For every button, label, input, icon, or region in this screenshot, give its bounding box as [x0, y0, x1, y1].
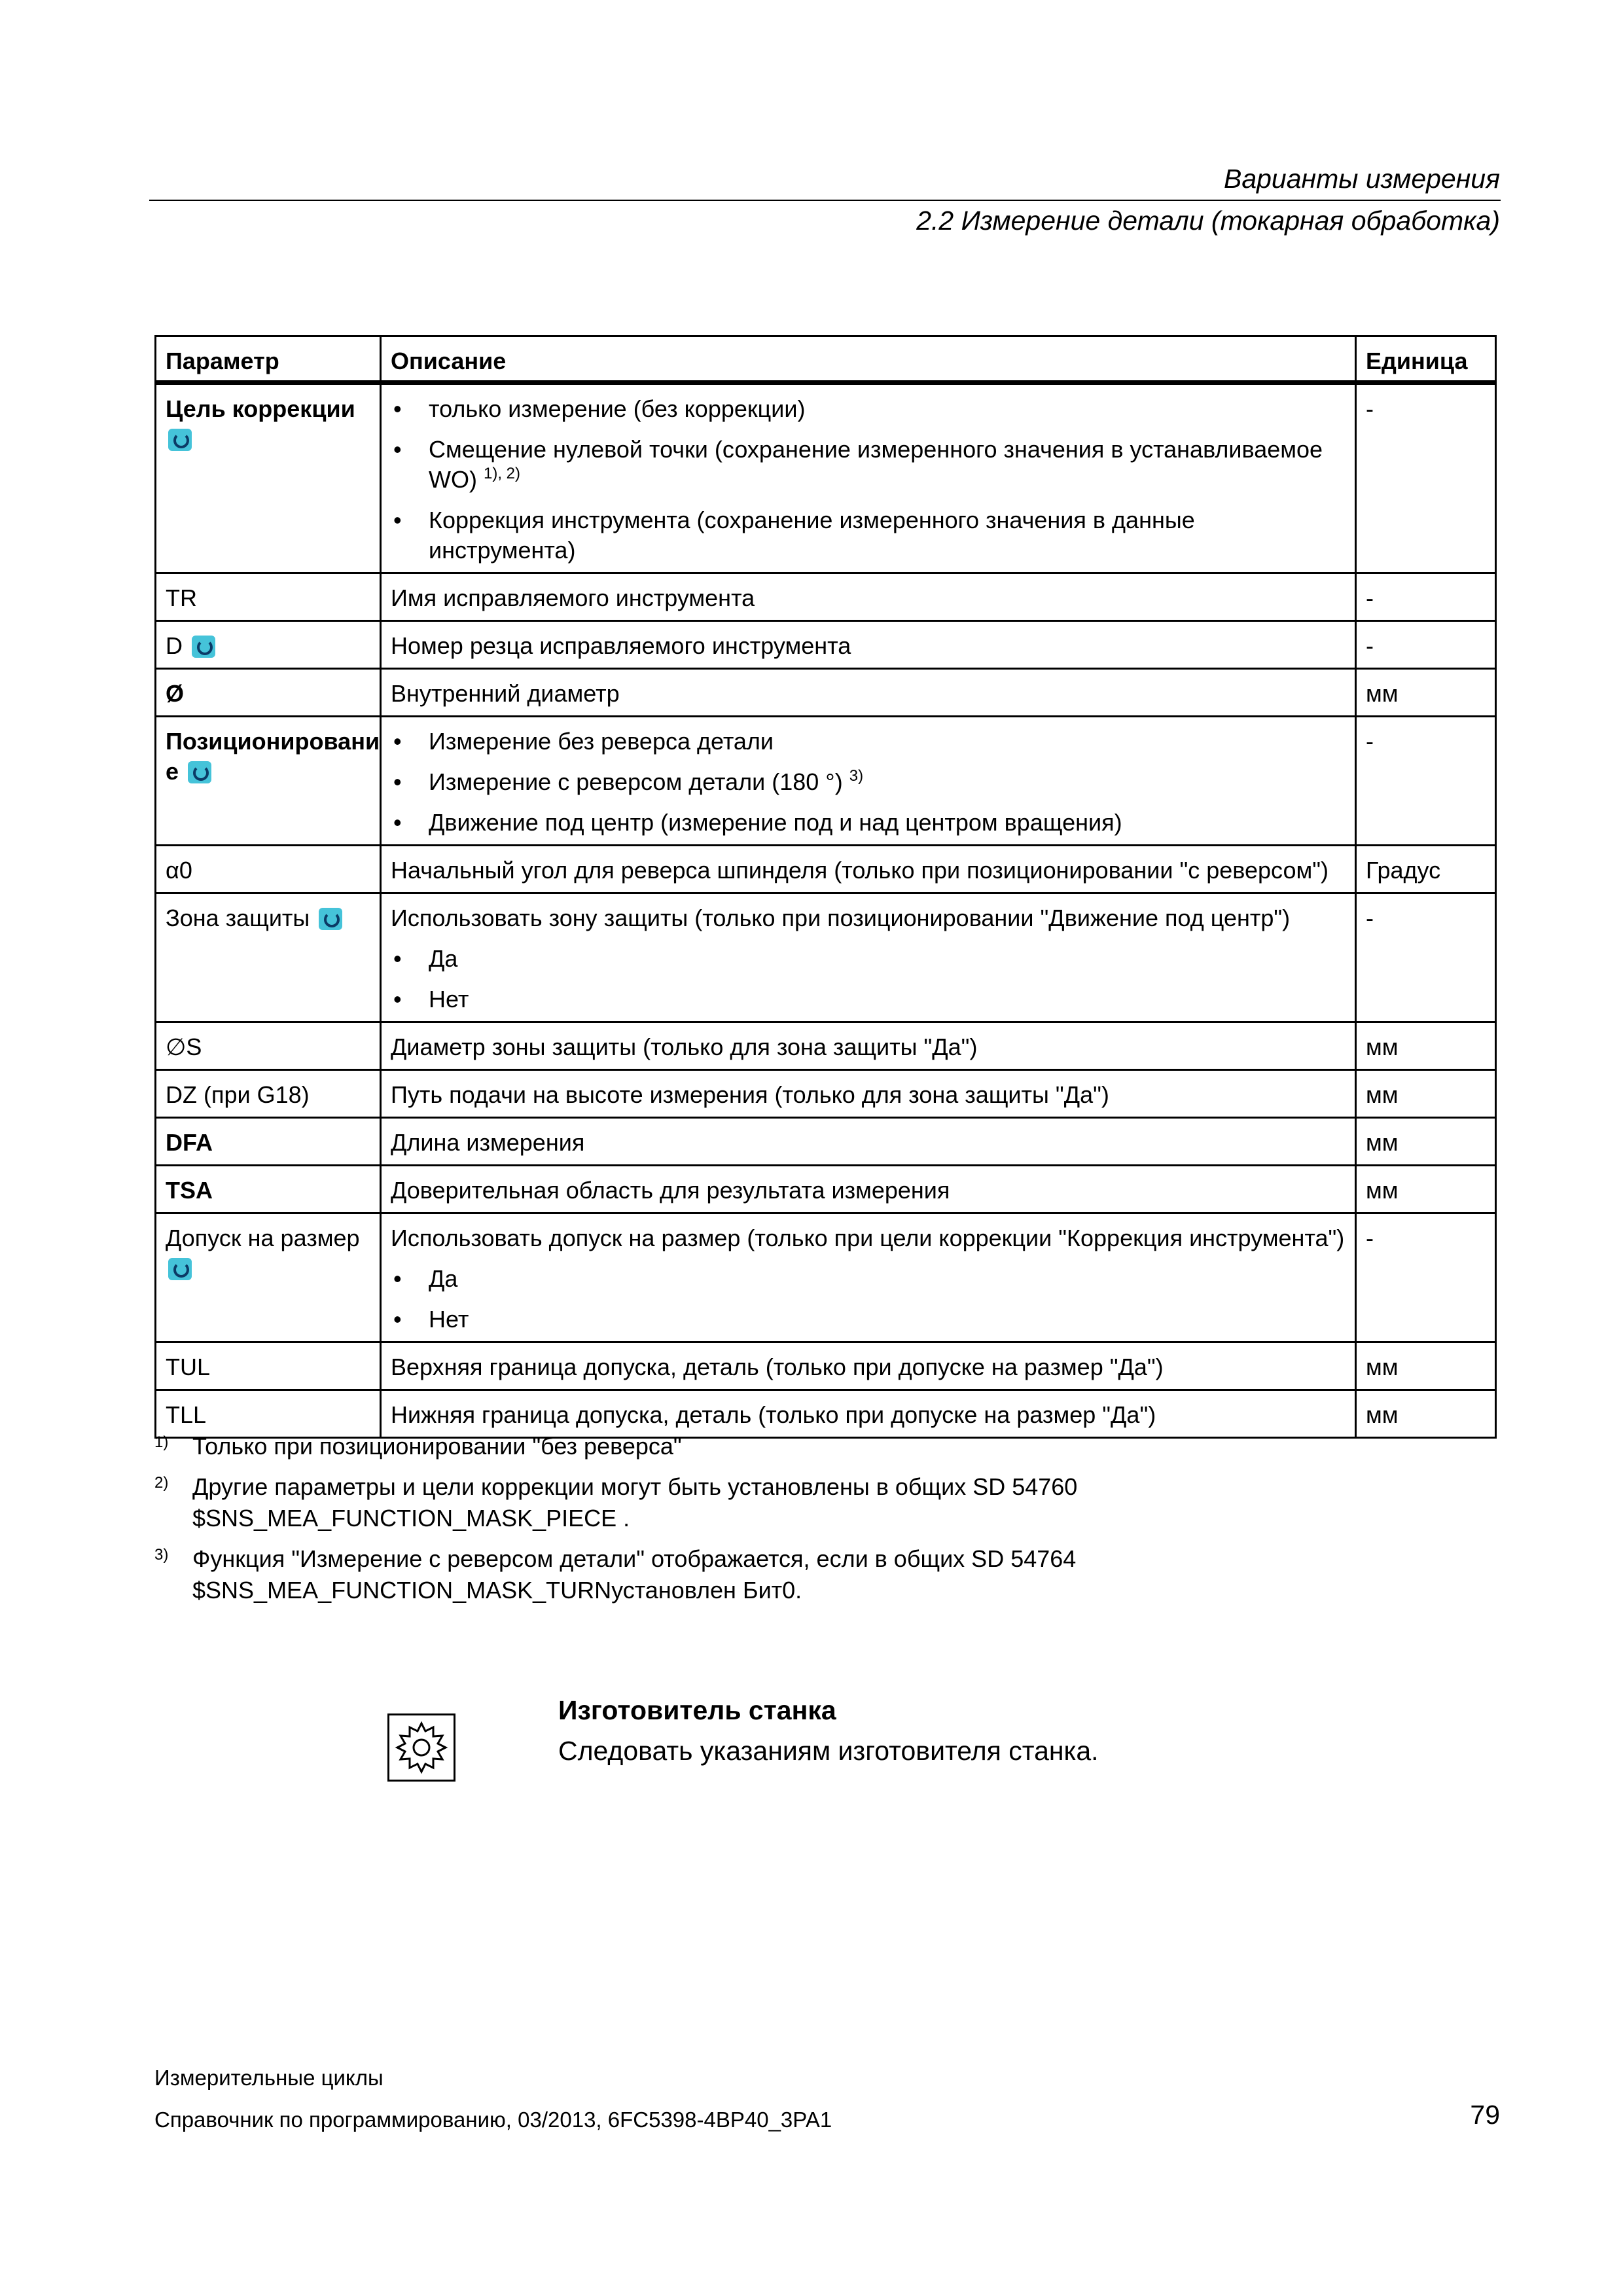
toggle-icon: [168, 1258, 192, 1280]
table-row: [156, 1342, 1496, 1390]
table-row: [156, 1118, 1496, 1166]
toggle-icon: [319, 908, 342, 930]
note-title: Изготовитель станка: [558, 1695, 836, 1725]
table-row: [156, 846, 1496, 893]
param-cell: TSA: [156, 1166, 381, 1213]
param-name-cont: е: [166, 758, 179, 785]
unit-cell: -: [1356, 383, 1496, 573]
unit-cell: мм: [1356, 1342, 1496, 1390]
footnote-mark: 1): [154, 1433, 169, 1451]
header-rule: [149, 200, 1501, 201]
param-cell: Ø: [156, 669, 381, 717]
param-cell: [156, 893, 381, 1022]
param-cell: [156, 1213, 381, 1342]
desc-cell: Имя исправляемого инструмента: [381, 573, 1356, 621]
toggle-icon: [192, 636, 215, 658]
list-item: • Смещение нулевой точки (сохранение измеренного значения в устанавливаемое WO) $^{1), 2)}$: [391, 435, 1346, 495]
param-cell: DFA: [156, 1118, 381, 1166]
desc-text: Использовать зону защиты (только при позиционировании "Движение под центр"): [391, 905, 1291, 931]
list-item: • Да: [391, 1264, 1346, 1294]
table-row: [156, 669, 1496, 717]
param-cell: TR: [156, 573, 381, 621]
footer-doc-title: Измерительные циклы: [154, 2066, 383, 2090]
table-row: [156, 1070, 1496, 1118]
list-item: • Измерение с реверсом детали (180 °) $^{3)}$: [391, 767, 1346, 797]
footnote: [154, 1543, 1437, 1606]
list-item: • Коррекция инструмента (сохранение измеренного значения в данные инструмента): [391, 505, 1346, 565]
param-cell: α0: [156, 846, 381, 893]
unit-cell: -: [1356, 573, 1496, 621]
desc-cell: [381, 717, 1356, 846]
unit-cell: -: [1356, 1213, 1496, 1342]
unit-cell: -: [1356, 717, 1496, 846]
footer-doc-info: Справочник по программированию, 03/2013, 6FC5398-4BP40_3PA1: [154, 2108, 832, 2132]
param-name: Цель коррекции: [166, 395, 355, 422]
list-item: • Нет: [391, 984, 1346, 1014]
list-item: • Нет: [391, 1304, 1346, 1335]
footnote-ref: 3): [849, 767, 864, 785]
desc-text: Использовать допуск на размер (только при цели коррекции "Коррекция инструмента"): [391, 1225, 1345, 1251]
chapter-title: Варианты измерения: [1223, 164, 1500, 194]
table-row: [156, 893, 1496, 1022]
unit-cell: мм: [1356, 1390, 1496, 1438]
table-row: [156, 573, 1496, 621]
list-item: • только измерение (без коррекции): [391, 394, 1346, 424]
list-item: • Да: [391, 944, 1346, 974]
param-cell: [156, 621, 381, 669]
list-item: • Измерение без реверса детали: [391, 726, 1346, 757]
unit-cell: мм: [1356, 1070, 1496, 1118]
desc-cell: [381, 383, 1356, 573]
unit-cell: мм: [1356, 1118, 1496, 1166]
table-row: [156, 717, 1496, 846]
note-text: Следовать указаниям изготовителя станка.: [558, 1736, 1099, 1766]
section-title: 2.2 Измерение детали (токарная обработка): [916, 206, 1500, 236]
table-row: [156, 1166, 1496, 1213]
desc-cell: Путь подачи на высоте измерения (только для зона защиты "Да"): [381, 1070, 1356, 1118]
param-cell: TUL: [156, 1342, 381, 1390]
table-header-row: [156, 336, 1496, 383]
param-cell: TLL: [156, 1390, 381, 1438]
param-name: Допуск на размер: [166, 1225, 360, 1251]
header-unit: Единица: [1356, 336, 1496, 383]
gear-icon: [387, 1713, 455, 1782]
footnote-ref: 1), 2): [483, 465, 520, 482]
toggle-icon: [168, 429, 192, 451]
unit-cell: мм: [1356, 669, 1496, 717]
unit-cell: Градус: [1356, 846, 1496, 893]
header-description: Описание: [381, 336, 1356, 383]
desc-cell: Номер резца исправляемого инструмента: [381, 621, 1356, 669]
table-row: [156, 383, 1496, 573]
unit-cell: мм: [1356, 1166, 1496, 1213]
unit-cell: -: [1356, 621, 1496, 669]
footnote-mark: 2): [154, 1474, 169, 1492]
desc-cell: [381, 893, 1356, 1022]
page-number: 79: [1470, 2100, 1500, 2130]
footnote-text: Функция "Измерение с реверсом детали" отображается, если в общих SD 54764 $SNS_MEA_FUNCTION_MASK_TURNустановлен Бит0.: [192, 1545, 1077, 1604]
param-cell: [156, 717, 381, 846]
param-cell: DZ (при G18): [156, 1070, 381, 1118]
list-item: • Движение под центр (измерение под и над центром вращения): [391, 808, 1346, 838]
footnote: [154, 1471, 1437, 1534]
desc-cell: Диаметр зоны защиты (только для зона защиты "Да"): [381, 1022, 1356, 1070]
param-name: D: [166, 632, 183, 659]
param-cell: ∅S: [156, 1022, 381, 1070]
footnote-text: Другие параметры и цели коррекции могут быть установлены в общих SD 54760 $SNS_MEA_FUNCTION_MASK_PIECE .: [192, 1473, 1078, 1532]
table-row: [156, 621, 1496, 669]
unit-cell: мм: [1356, 1022, 1496, 1070]
desc-cell: Внутренний диаметр: [381, 669, 1356, 717]
footnote-text: Только при позиционировании "без реверса": [192, 1433, 682, 1460]
parameter-table: [154, 335, 1497, 1439]
desc-cell: [381, 1213, 1356, 1342]
footnote-mark: 3): [154, 1546, 169, 1564]
desc-cell: Начальный угол для реверса шпинделя (только при позиционировании "с реверсом"): [381, 846, 1356, 893]
param-name: Зона защиты: [166, 905, 310, 931]
desc-cell: Доверительная область для результата измерения: [381, 1166, 1356, 1213]
table-row: [156, 1022, 1496, 1070]
desc-cell: Нижняя граница допуска, деталь (только при допуске на размер "Да"): [381, 1390, 1356, 1438]
table-row: [156, 1213, 1496, 1342]
desc-cell: Верхняя граница допуска, деталь (только при допуске на размер "Да"): [381, 1342, 1356, 1390]
toggle-icon: [188, 761, 211, 783]
param-cell: [156, 383, 381, 573]
param-name: Позиционировани: [166, 728, 380, 755]
unit-cell: -: [1356, 893, 1496, 1022]
header-parameter: Параметр: [156, 336, 381, 383]
desc-cell: Длина измерения: [381, 1118, 1356, 1166]
footnote: [154, 1431, 1437, 1462]
